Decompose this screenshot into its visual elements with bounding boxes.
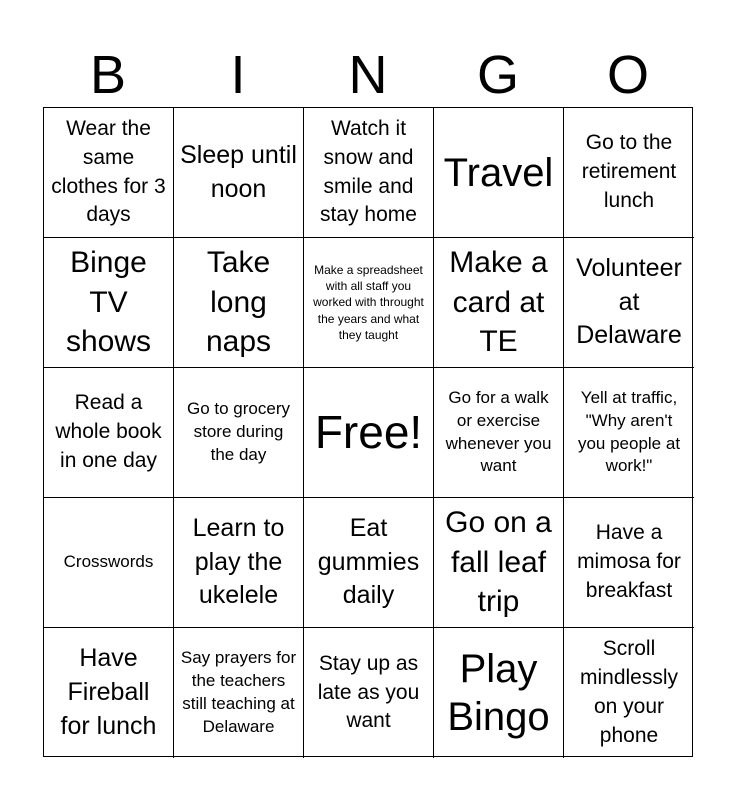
bingo-cell[interactable]: Play Bingo xyxy=(434,628,564,758)
free-space-cell[interactable]: Free! xyxy=(304,368,434,498)
bingo-cell[interactable]: Stay up as late as you want xyxy=(304,628,434,758)
header-letter-b: B xyxy=(89,45,127,105)
bingo-cell[interactable]: Make a spreadsheet with all staff you worked with throught the years and what they taught xyxy=(304,238,434,368)
bingo-cell[interactable]: Go to the retirement lunch xyxy=(564,108,694,238)
bingo-header xyxy=(43,44,693,106)
bingo-board xyxy=(43,107,693,757)
bingo-cell[interactable]: Yell at traffic, "Why aren't you people at work!" xyxy=(564,368,694,498)
bingo-cell[interactable]: Go for a walk or exercise whenever you want xyxy=(434,368,564,498)
bingo-cell[interactable]: Make a card at TE xyxy=(434,238,564,368)
header-letter-g: G xyxy=(476,45,519,105)
bingo-cell[interactable]: Travel xyxy=(434,108,564,238)
bingo-cell[interactable]: Go on a fall leaf trip xyxy=(434,498,564,628)
bingo-cell[interactable]: Read a whole book in one day xyxy=(44,368,174,498)
bingo-cell[interactable]: Wear the same clothes for 3 days xyxy=(44,108,174,238)
header-letter-o: O xyxy=(606,45,649,105)
bingo-cell[interactable]: Eat gummies daily xyxy=(304,498,434,628)
header-letter-n: N xyxy=(348,45,388,105)
bingo-cell[interactable]: Have Fireball for lunch xyxy=(44,628,174,758)
bingo-cell[interactable]: Watch it snow and smile and stay home xyxy=(304,108,434,238)
bingo-cell[interactable]: Say prayers for the teachers still teaching at Delaware xyxy=(174,628,304,758)
bingo-cell[interactable]: Learn to play the ukelele xyxy=(174,498,304,628)
bingo-cell[interactable]: Take long naps xyxy=(174,238,304,368)
bingo-cell[interactable]: Sleep until noon xyxy=(174,108,304,238)
header-letter-i: I xyxy=(230,45,246,105)
bingo-cell[interactable]: Crosswords xyxy=(44,498,174,628)
bingo-cell[interactable]: Go to grocery store during the day xyxy=(174,368,304,498)
bingo-cell[interactable]: Volunteer at Delaware xyxy=(564,238,694,368)
bingo-cell[interactable]: Binge TV shows xyxy=(44,238,174,368)
bingo-cell[interactable]: Have a mimosa for breakfast xyxy=(564,498,694,628)
bingo-cell[interactable]: Scroll mindlessly on your phone xyxy=(579,637,679,747)
